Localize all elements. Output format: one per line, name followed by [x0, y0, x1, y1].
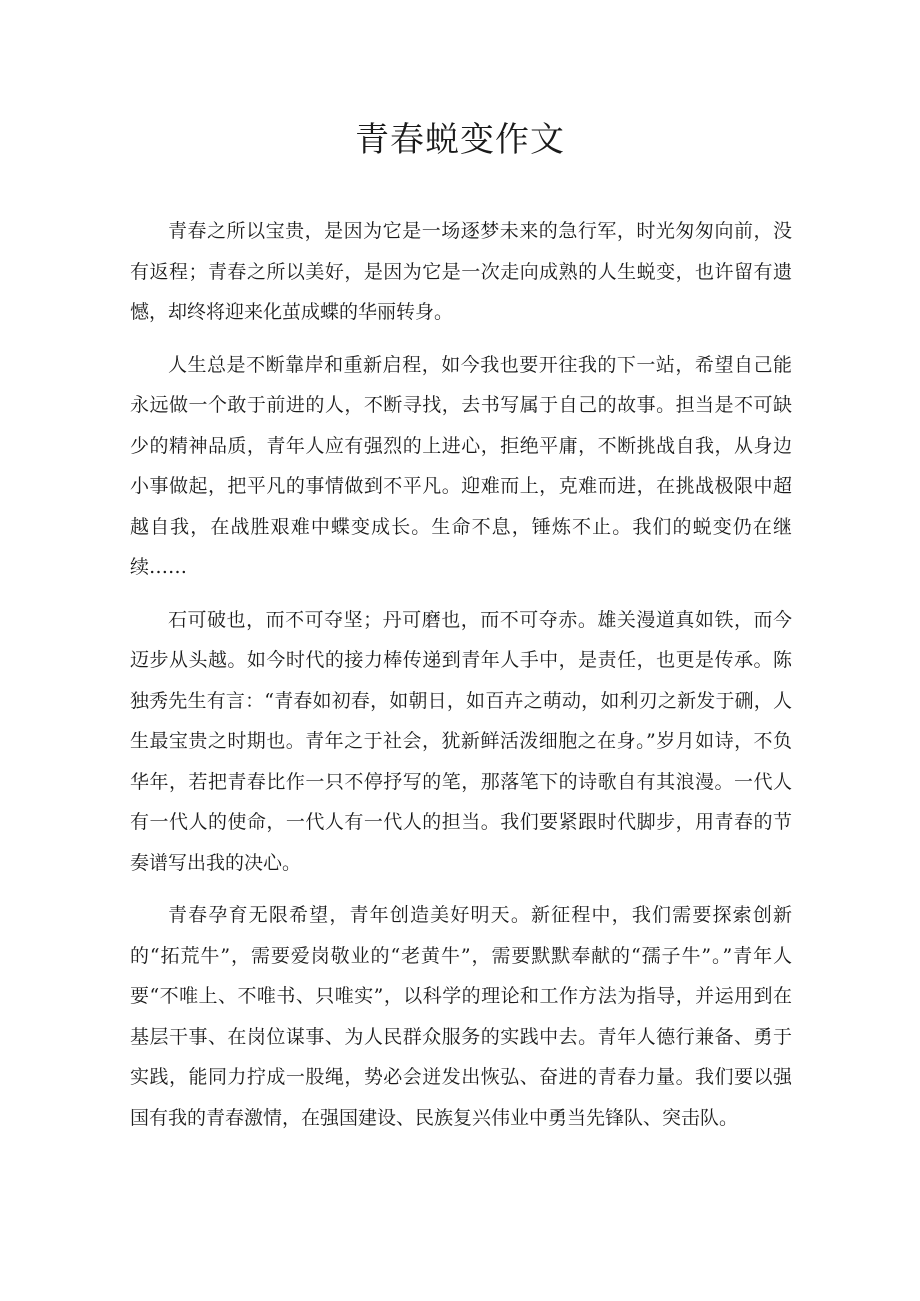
document-body — [130, 211, 792, 1150]
paragraph-2: 人生总是不断靠岸和重新启程，如今我也要开往我的下一站，希望自己能永远做一个敢于前进的人，不断寻找，去书写属于自己的故事。担当是不可缺少的精神品质，青年人应有强烈的上进心，拒绝平庸，不断挑战自我，从身边小事做起，把平凡的事情做到不平凡。迎难而上，克难而进，在挑战极限中超越自我，在战胜艰难中蝶变成长。生命不息，锤炼不止。我们的蜕变仍在继续…… — [130, 353, 792, 578]
document-title: 青春蜕变作文 — [355, 120, 565, 160]
paragraph-3: 石可破也，而不可夺坚；丹可磨也，而不可夺赤。雄关漫道真如铁，而今迈步从头越。如今时代的接力棒传递到青年人手中，是责任，也更是传承。陈独秀先生有言：“青春如初春，如朝日，如百卉之萌动，如利刃之新发于硎，人生最宝贵之时期也。青年之于社会，犹新鲜活泼细胞之在身。”岁月如诗，不负华年，若把青春比作一只不停抒写的笔，那落笔下的诗歌自有其浪漫。一代人有一代人的使命，一代人有一代人的担当。我们要紧跟时代脚步，用青春的节奏谱写出我的决心。 — [130, 608, 792, 874]
paragraph-4: 青春孕育无限希望，青年创造美好明天。新征程中，我们需要探索创新的“拓荒牛”，需要爱岗敬业的“老黄牛”，需要默默奉献的“孺子牛”。”青年人要“不唯上、不唯书、只唯实”，以科学的理论和工作方法为指导，并运用到在基层干事、在岗位谋事、为人民群众服务的实践中去。青年人德行兼备、勇于实践，能同力拧成一股绳，势必会迸发出恢弘、奋进的青春力量。我们要以强国有我的青春激情，在强国建设、民族复兴伟业中勇当先锋队、突击队。 — [130, 904, 792, 1129]
paragraph-1: 青春之所以宝贵，是因为它是一场逐梦未来的急行军，时光匆匆向前，没有返程；青春之所以美好，是因为它是一次走向成熟的人生蜕变，也许留有遗憾，却终将迎来化茧成蝶的华丽转身。 — [130, 220, 792, 323]
